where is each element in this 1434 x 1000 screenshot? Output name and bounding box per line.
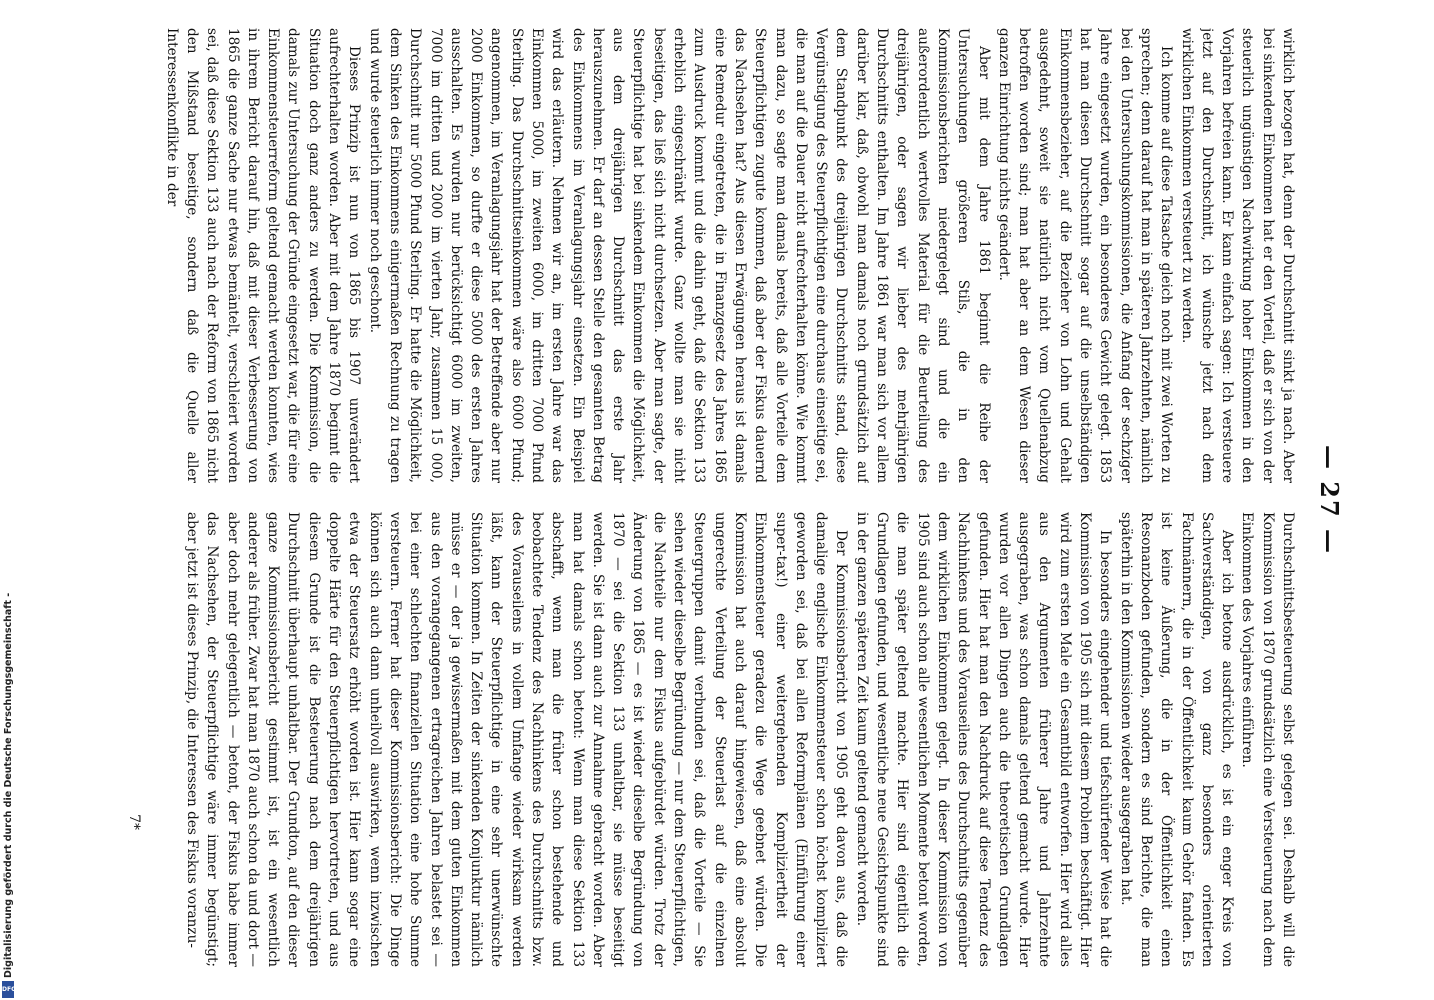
rotated-document-page [120,20,1350,980]
paragraph: wirklich bezogen hat, denn der Durchschnitt sinkt ja nach. Aber bei sinkendem Einkommen hat er den Vorteil, daß er sich von der steuerlich ungünstigen Nachwirkung hoher Einkommen in den Vorjahren befreien kann. Er kann einfach sagen: Ich versteuere jetzt auf den Durchschnitt, ich wünsche jetzt nach dem wirklichen Einkommen versteuert zu werden. [1178,28,1296,483]
credit-text: Digitalisierung gefördert durch die Deutsche Forschungsgemeinschaft - [3,592,14,978]
right-text-column [128,512,1298,967]
left-text-column [128,28,1298,483]
paragraph: Aber mit dem Jahre 1861 beginnt die Reihe der Untersuchungen größeren Stils, die in den Kommissionsberichten niedergelegt sind und die ein außerordentlich wertvolles Material für die Beurteilung des dreijährigen, oder sagen wir lieber des mehrjährigen Durchschnitts enthalten. Im Jahre 1861 war man sich vor allem darüber klar, daß, obwohl man damals noch grundsätzlich auf dem Standpunkt des dreijährigen Durchschnitts stand, diese Vergünstigung des Steuerpflichtigen eine durchaus einseitige sei, die man auf die Dauer nicht aufrechterhalten könne. Wie kommt man dazu, so sagte man damals bereits, daß alle Vorteile dem Steuerpflichtigen zugute kommen, daß aber der Fiskus dauernd das Nachsehen hat? Aus diesen Erwägungen heraus ist damals eine Remedur eingetreten, die in Finanzgesetz des Jahres 1865 zum Ausdruck kommt und die dahin geht, daß die Sektion 133 erheblich eingeschränkt wurde. Ganz wollte man sie nicht beseitigen, das ließ sich nicht durchsetzen. Aber man sagte, der Steuerpflichtige hat bei sinkendem Einkommen die Möglichkeit, aus dem dreijährigen Durchschnitt das erste Jahr herauszunehmen. Er darf an dessen Stelle den gesamten Betrag des Einkommens im Veranlagungsjahr einsetzen. Ein Beispiel wird das erläutern. Nehmen wir an, im ersten Jahre war das Einkommen 5000, im zweiten 6000, im dritten 7000 Pfund Sterling. Das Durchschnittseinkommen wäre also 6000 Pfund; angenommen, im Veranlagungsjahr hat der Betreffende aber nur 2000 Einkommen, so durfte er diese 5000 des ersten Jahres ausschalten. Es wurden nur berücksichtigt 6000 im zweiten, 7000 im dritten und 2000 im vierten Jahr, zusammen 15 000, Durchschnitt nur 5000 Pfund Sterling. Er hatte die Möglichkeit, dem Sinken des Einkommens einigermaßen Rechnung zu tragen und wurde steuerlich immer noch geschont. [366,28,992,483]
digitization-credit [0,0,16,1000]
dfg-logo: DFG [2,981,14,998]
paragraph: Aber ich betone ausdrücklich, es ist ein enger Kreis von Sachverständigen, von ganz besonders orientierten Fachmännern, die in der Öffentlichkeit kaum Gehör fanden. Es ist keine Äußerung, die in der Öffentlichkeit einen Resonanzboden gefunden, sondern es sind Berichte, die man späterhin in den Kommissionen wieder ausgegraben hat. [1117,512,1236,967]
paragraph: Dieses Prinzip ist nun von 1865 bis 1907 unverändert aufrechterhalten worden. Aber mit dem Jahre 1870 beginnt die Situation doch ganz anders zu werden. Die Kommission, die damals zur Untersuchung der Gründe eingesetzt war, die für eine Einkommensteuerreform geltend gemacht werden konnten, wies in ihrem Bericht darauf hin, daß mit dieser Verbesserung von 1865 die ganze Sache nur etwas bemäntelt, verschleiert worden sei, daß diese Sektion 133 auch nach der Reform von 1865 nicht den Mißstand beseitige, sondern daß die Quelle aller Interessenkonflikte in der [163,28,363,483]
paragraph: In besonders eingehender und tiefschürfender Weise hat die Kommission von 1905 sich mit diesem Problem beschäftigt. Hier wird zum ersten Male ein Gesamtbild entworfen. Hier wird alles aus den Argumenten früherer Jahre und Jahrzehnte ausgegraben, was schon damals geltend gemacht wurde. Hier wurden vor allen Dingen auch die theoretischen Grundlagen gefunden. Hier hat man den Nachdruck auf diese Tendenz des Nachhinkens und des Vorauseilens des Durchschnitts gegenüber dem wirklichen Einkommen gelegt. In dieser Kommission von 1905 sind auch schon alle wesentlichen Momente betont worden, die man später geltend machte. Hier sind eigentlich die Grundlagen gefunden, und wesentliche neue Gesichtspunkte sind in der ganzen späteren Zeit kaum geltend gemacht worden. [853,512,1114,967]
printer-signature-mark: 7* [126,814,142,830]
paragraph: Der Kommissionsbericht von 1905 geht davon aus, daß die damalige englische Einkommensteuer schon höchst kompliziert geworden sei, daß bei allen Reformplänen (Einführung einer super-tax!) einer weitergehenden Kompliziertheit der Einkommensteuer geradezu die Wege geebnet würden. Die Kommission hat auch darauf hingewiesen, daß eine absolut ungerechte Verteilung der Steuerlast auf die einzelnen Steuergruppen damit verbunden sei, daß die Vorteile — Sie sehen wieder dieselbe Begründung — nur dem Steuerpflichtigen, die Nachteile nur dem Fiskus aufgebürdet würden. Trotz der Änderung von 1865 — es ist wieder dieselbe Begründung von 1870 — sei die Sektion 133 unhaltbar, sie müsse beseitigt werden. Sie ist dann auch zur Annahme gebracht worden. Aber man hat damals schon betont: Wenn man diese Sektion 133 abschafft, wenn man die früher schon bestehende und beobachtete Tendenz des Nachhinkens des Durchschnitts bzw. des Vorauseilens in vollem Umfange wieder wirksam werden läßt, kann der Steuerpflichtige in eine sehr unerwünschte Situation kommen. In Zeiten der sinkenden Konjunktur nämlich müsse er — der ja gewissermaßen mit dem guten Einkommen aus den vorangegangenen ertragreichen Jahren belastet sei — bei einer schlechten finanziellen Situation eine hohe Summe versteuern. Ferner hat dieser Kommissionsbericht: Die Dinge können sich auch dann unheilvoll auswirken, wenn inzwischen etwa der Steuersatz erhöht worden ist. Hier kann sogar eine doppelte Härte für den Steuerpflichtigen hervortreten, und aus diesem Grunde ist die Besteuerung nach dem dreijährigen Durchschnitt überhaupt unhaltbar. Der Grundton, auf den dieser ganze Kommissionsbericht gestimmt ist, ist ein wesentlich anderer als früher. Zwar hat man 1870 auch schon da und dort — aber doch mehr gelegentlich — betont, der Fiskus habe immer das Nachsehen, der Steuerpflichtige wäre immer begünstigt; aber jetzt ist dieses Prinzip, die Interessen des Fiskus voranzu- [183,512,850,967]
page-number: — 27 — [1315,444,1344,556]
paragraph: Durchschnittsbesteuerung selbst gelegen sei. Deshalb will die Kommission von 1870 grundsätzlich eine Versteuerung nach dem Einkommen des Vorjahres einführen. [1239,512,1296,967]
paragraph: Ich komme auf diese Tatsache gleich noch mit zwei Worten zu sprechen; denn darauf hat man in späteren Jahrzehnten, nämlich bei den Untersuchungskommissionen, die Anfang der sechziger Jahre eingesetzt wurden, ein besonderes Gewicht gelegt. 1853 hat man diesen Durchschnitt sogar auf die unselbständigen Einkommensbezieher, auf die Bezieher von Lohn und Gehalt ausgedehnt, soweit sie natürlich nicht vom Quellenabzug betroffen worden sind; man hat aber an dem Wesen dieser ganzen Einrichtung nichts geändert. [995,28,1175,483]
